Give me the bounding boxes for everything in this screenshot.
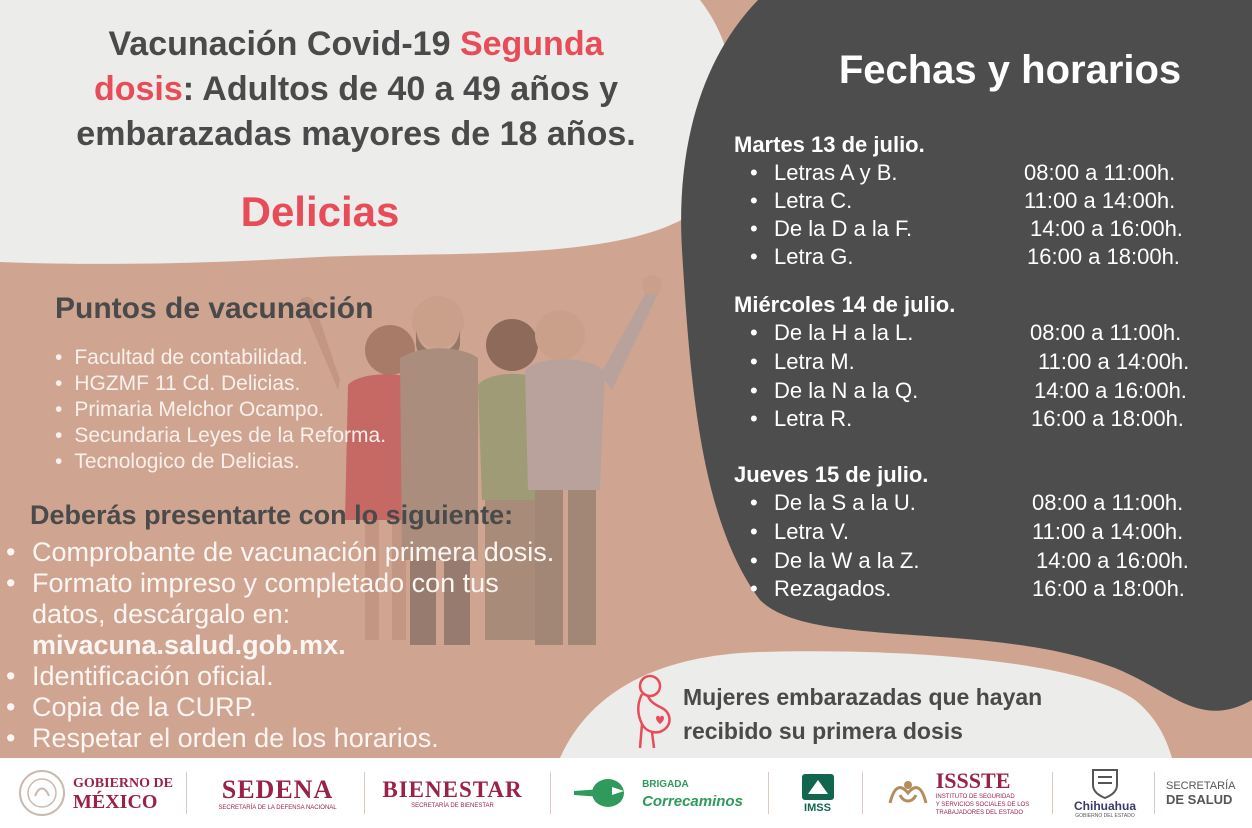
title-text: : Adultos de 40 a 49 años y bbox=[182, 70, 619, 108]
slot-time: 08:00 a 11:00h. bbox=[1030, 320, 1182, 345]
list-item: • Copia de la CURP. bbox=[6, 692, 706, 723]
list-item: • HGZMF 11 Cd. Delicias. bbox=[55, 371, 386, 397]
pregnant-note-text: recibido su primera dosis bbox=[683, 718, 963, 744]
list-item: • Comprobante de vacunación primera dosis. bbox=[6, 537, 706, 568]
footer-logos bbox=[0, 758, 1252, 828]
slot-time: 08:00 a 11:00h. bbox=[1032, 490, 1184, 515]
gobierno-mexico-logo bbox=[10, 758, 180, 828]
imss-text: IMSS bbox=[804, 802, 831, 814]
requirement-text: Formato impreso y completado con tus bbox=[32, 568, 499, 598]
requirement-text: . bbox=[338, 630, 346, 660]
sedena-logo bbox=[195, 758, 360, 828]
slot-group: Letra R. bbox=[774, 406, 853, 431]
schedule-slot: • Letra V. bbox=[750, 519, 850, 544]
bienestar-text: BIENESTAR bbox=[382, 777, 523, 802]
state-shield-icon bbox=[1090, 767, 1120, 799]
slot-time: 16:00 a 18:00h. bbox=[1032, 576, 1185, 601]
points-list bbox=[55, 345, 386, 475]
slot-time: 16:00 a 18:00h. bbox=[1027, 244, 1180, 269]
brigada-text: Correcaminos bbox=[642, 793, 743, 810]
schedule-slot: • Letra R. bbox=[750, 406, 853, 431]
logo-divider bbox=[550, 772, 551, 814]
day-label: Jueves 15 de julio. bbox=[734, 462, 929, 487]
slot-group: De la H a la L. bbox=[774, 320, 914, 345]
slot-group: Letras A y B. bbox=[774, 160, 898, 185]
slot-time: 14:00 a 16:00h. bbox=[1034, 378, 1187, 403]
brigada-logo bbox=[560, 758, 755, 828]
roadrunner-icon bbox=[572, 773, 636, 813]
slot-time: 11:00 a 14:00h. bbox=[1024, 188, 1176, 213]
pregnant-note bbox=[683, 680, 1123, 748]
slot-time: 08:00 a 11:00h. bbox=[1024, 160, 1176, 185]
issste-text: ISSSTE bbox=[935, 768, 1011, 793]
logo-divider bbox=[1154, 772, 1155, 814]
day-label: Miércoles 14 de julio. bbox=[734, 292, 956, 317]
schedule-slot: • De la S a la U. bbox=[750, 490, 916, 515]
schedule-title: Fechas y horarios bbox=[838, 48, 1182, 92]
list-item: • Identificación oficial. bbox=[6, 661, 706, 692]
page-title bbox=[20, 22, 692, 157]
list-item: • Tecnologico de Delicias. bbox=[55, 449, 386, 475]
requirement-text: datos, descárgalo en: bbox=[32, 599, 291, 629]
slot-group: Letra C. bbox=[774, 188, 853, 213]
slot-group: De la N a la Q. bbox=[774, 378, 919, 403]
day-label: Martes 13 de julio. bbox=[734, 132, 925, 157]
issste-subtext: Y SERVICIOS SOCIALES DE LOS bbox=[935, 802, 1030, 808]
imss-emblem-icon bbox=[800, 772, 836, 802]
gobierno-text: MÉXICO bbox=[73, 791, 158, 813]
schedule-slot: • Letra C. bbox=[750, 188, 853, 213]
title-highlight: Segunda bbox=[459, 25, 604, 63]
download-url: mivacuna.salud.gob.mx bbox=[32, 630, 339, 660]
list-item: • Respetar el orden de los horarios. bbox=[6, 723, 706, 754]
slot-time: 14:00 a 16:00h. bbox=[1030, 216, 1183, 241]
slot-group: Letra M. bbox=[774, 349, 855, 374]
slot-group: Letra V. bbox=[774, 519, 850, 544]
bienestar-subtext: SECRETARÍA DE BIENESTAR bbox=[411, 803, 494, 809]
imss-logo bbox=[780, 758, 855, 828]
issste-subtext: INSTITUTO DE SEGURIDAD bbox=[935, 794, 1015, 800]
sedena-text: SEDENA bbox=[221, 775, 334, 804]
salud-text: SECRETARÍA bbox=[1166, 779, 1236, 792]
title-text: Vacunación Covid-19 bbox=[108, 25, 460, 63]
list-item: • Secundaria Leyes de la Reforma. bbox=[55, 423, 386, 449]
logo-divider bbox=[186, 772, 187, 814]
slot-group: De la S a la U. bbox=[774, 490, 916, 515]
issste-subtext: TRABAJADORES DEL ESTADO bbox=[935, 810, 1024, 816]
sedena-subtext: SECRETARÍA DE LA DEFENSA NACIONAL bbox=[218, 805, 337, 811]
schedule-slot: • Letras A y B. bbox=[750, 160, 898, 185]
schedule-slot: • Letra G. bbox=[750, 244, 854, 269]
slot-time: 14:00 a 16:00h. bbox=[1036, 548, 1189, 573]
list-item bbox=[6, 568, 706, 661]
logo-divider bbox=[862, 772, 863, 814]
city-name: Delicias bbox=[240, 188, 400, 235]
bienestar-logo bbox=[370, 758, 535, 828]
title-text: embarazadas mayores de 18 años. bbox=[76, 115, 636, 153]
list-item: • Facultad de contabilidad. bbox=[55, 345, 386, 371]
slot-group: De la D a la F. bbox=[774, 216, 913, 241]
pregnant-woman-icon bbox=[628, 672, 678, 752]
logo-divider bbox=[1052, 772, 1053, 814]
national-seal-icon bbox=[17, 768, 67, 818]
slot-group: Letra G. bbox=[774, 244, 854, 269]
issste-emblem-icon bbox=[886, 773, 930, 813]
logo-divider bbox=[768, 772, 769, 814]
requirements-list bbox=[6, 537, 706, 754]
title-highlight: dosis bbox=[93, 70, 183, 108]
slot-group: Rezagados. bbox=[774, 576, 892, 601]
secretaria-salud-logo bbox=[1160, 758, 1252, 828]
pregnant-note-text: Mujeres embarazadas que hayan bbox=[683, 684, 1043, 710]
slot-time: 11:00 a 14:00h. bbox=[1038, 349, 1190, 374]
schedule-slot: • De la N a la Q. bbox=[750, 378, 919, 403]
slot-time: 16:00 a 18:00h. bbox=[1031, 406, 1184, 431]
chihuahua-subtext: GOBIERNO DEL ESTADO bbox=[1075, 813, 1135, 819]
requirements-title: Deberás presentarte con lo siguiente: bbox=[30, 500, 514, 530]
schedule-slot: • Letra M. bbox=[750, 349, 855, 374]
schedule-slot: • De la W a la Z. bbox=[750, 548, 920, 573]
list-item: • Primaria Melchor Ocampo. bbox=[55, 397, 386, 423]
schedule-slot: • De la H a la L. bbox=[750, 320, 914, 345]
brigada-text: BRIGADA bbox=[642, 779, 689, 790]
chihuahua-logo bbox=[1060, 758, 1150, 828]
logo-divider bbox=[364, 772, 365, 814]
gobierno-text: GOBIERNO DE bbox=[73, 776, 173, 791]
chihuahua-text: Chihuahua bbox=[1074, 799, 1136, 813]
schedule-slot: • Rezagados. bbox=[750, 576, 892, 601]
salud-text: DE SALUD bbox=[1166, 791, 1233, 807]
points-title: Puntos de vacunación bbox=[55, 292, 374, 325]
issste-logo bbox=[870, 758, 1045, 828]
slot-group: De la W a la Z. bbox=[774, 548, 920, 573]
schedule-slot: • De la D a la F. bbox=[750, 216, 913, 241]
slot-time: 11:00 a 14:00h. bbox=[1032, 519, 1184, 544]
